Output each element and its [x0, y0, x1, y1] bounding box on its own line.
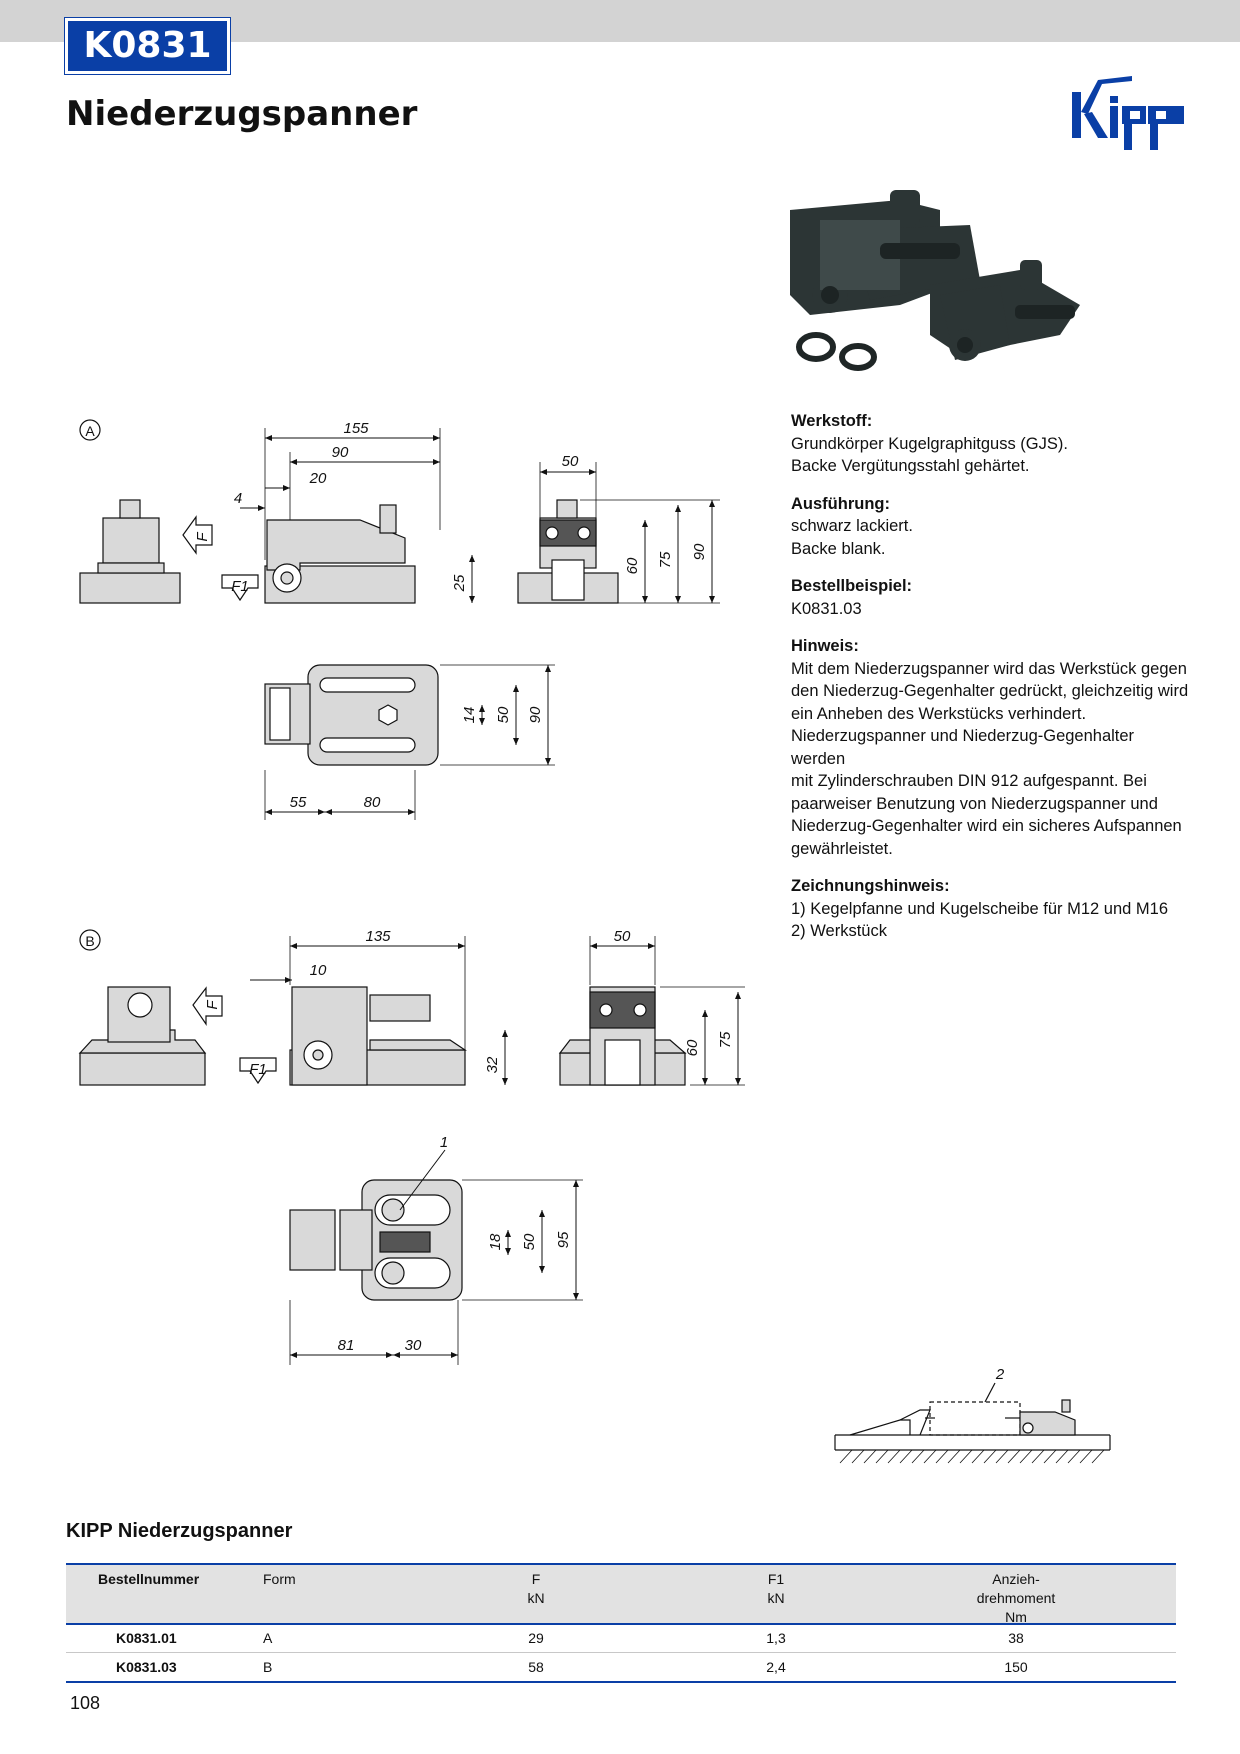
header-unit: kN [527, 1590, 545, 1606]
hinweis-block [791, 635, 1191, 860]
header-f1 [656, 1570, 896, 1623]
header-moment [896, 1570, 1136, 1623]
hinweis-line: gewährleistet. [791, 839, 893, 858]
cell-f1: 2,4 [766, 1658, 786, 1675]
product-photo [780, 185, 1100, 400]
b-force-label: F [204, 1000, 221, 1010]
dim-81: 81 [337, 1337, 355, 1354]
zeichnungshinweis-line: 2) Werkstück [791, 922, 887, 940]
header-text: F [531, 1571, 541, 1587]
dim-32: 32 [484, 1056, 501, 1074]
dim-90-plan: 90 [527, 706, 544, 724]
ausfuehrung-heading: Ausführung: [791, 494, 890, 513]
b-force1-label: F1 [249, 1061, 267, 1078]
ausfuehrung-block [791, 493, 1191, 561]
header-bestellnummer [66, 1570, 241, 1623]
dim-95: 95 [555, 1231, 572, 1249]
header-unit: kN [767, 1590, 785, 1606]
product-code-badge: K0831 [65, 18, 230, 74]
hinweis-line: ein Anheben des Werkstücks verhindert. [791, 704, 1087, 723]
hinweis-line: Niederzugspanner und Niederzug-Gegenhalter werden [791, 727, 1135, 768]
a-force-label: F [194, 532, 211, 542]
hinweis-line: paarweiser Benutzung von Niederzugspanner und [791, 794, 1158, 813]
dim-75-b: 75 [717, 1031, 734, 1049]
dim-90: 90 [331, 444, 349, 461]
dim-18: 18 [487, 1233, 504, 1251]
dim-55: 55 [289, 794, 307, 811]
ausfuehrung-line: Backe blank. [791, 539, 886, 558]
header-form [241, 1570, 416, 1623]
hinweis-heading: Hinweis: [791, 637, 859, 655]
page-number: 108 [70, 1693, 101, 1713]
header-text: F1 [767, 1571, 785, 1587]
header-text: Bestellnummer [98, 1571, 200, 1587]
dim-90-vertical: 90 [691, 543, 708, 561]
dim-80: 80 [363, 794, 381, 811]
zeichnungshinweis-heading: Zeichnungshinweis: [791, 877, 950, 895]
info-panel [791, 410, 1191, 958]
technical-drawing [60, 410, 760, 1370]
table-title: KIPP Niederzugspanner [66, 1520, 293, 1542]
hinweis-line: Niederzug-Gegenhalter wird ein sicheres Aufspannen [791, 817, 1182, 835]
cell-bestellnummer: K0831.03 [116, 1658, 177, 1675]
bestellbeispiel-heading: Bestellbeispiel: [791, 577, 913, 595]
form-b-label: B [85, 933, 95, 949]
table-row [66, 1625, 1176, 1653]
header-text: Anzieh- [992, 1571, 1040, 1587]
zeichnungshinweis-block [791, 875, 1191, 943]
hinweis-line: mit Zylinderschrauben DIN 912 aufgespannt. Bei [791, 772, 1147, 790]
header-f [416, 1570, 656, 1623]
bestellbeispiel-line: K0831.03 [791, 599, 862, 618]
usage-schematic [830, 1350, 1120, 1475]
hinweis-line: den Niederzug-Gegenhalter gedrückt, gleichzeitig wird [791, 682, 1189, 700]
hinweis-line: Mit dem Niederzugspanner wird das Werkstück gegen [791, 659, 1187, 678]
ausfuehrung-line: schwarz lackiert. [791, 517, 913, 535]
dim-25: 25 [451, 574, 468, 592]
dim-50: 50 [561, 453, 579, 470]
werkstoff-block [791, 410, 1191, 478]
cell-f1: 1,3 [766, 1630, 786, 1646]
header-unit: Nm [1005, 1609, 1027, 1625]
dim-60: 60 [624, 557, 641, 575]
dim-14: 14 [461, 706, 478, 724]
werkstoff-line: Grundkörper Kugelgraphitguss (GJS). [791, 434, 1068, 453]
dim-20: 20 [309, 470, 327, 487]
zeichnungshinweis-line: 1) Kegelpfanne und Kugelscheibe für M12 und M16 [791, 899, 1169, 918]
cell-moment: 38 [1008, 1630, 1024, 1646]
order-table [66, 1563, 1176, 1683]
cell-f: 29 [528, 1630, 544, 1646]
dim-75: 75 [657, 551, 674, 569]
kipp-logo [1070, 72, 1188, 162]
form-a-label: A [85, 423, 95, 439]
page-title: Niederzugspanner [66, 94, 418, 134]
dim-50-plan: 50 [495, 706, 512, 724]
werkstoff-heading: Werkstoff: [791, 412, 873, 430]
bestellbeispiel-block [791, 575, 1191, 620]
dim-30: 30 [404, 1337, 422, 1354]
cell-form: A [263, 1630, 273, 1646]
werkstoff-line: Backe Vergütungsstahl gehärtet. [791, 457, 1030, 475]
dim-10: 10 [309, 962, 327, 979]
table-header [66, 1565, 1176, 1625]
a-force1-label: F1 [231, 578, 249, 595]
dim-50-b: 50 [613, 928, 631, 945]
dim-155: 155 [343, 420, 369, 437]
header-text: drehmoment [976, 1590, 1056, 1606]
dim-135: 135 [365, 928, 391, 945]
dim-60-b: 60 [684, 1039, 701, 1057]
header-text: Form [263, 1571, 296, 1587]
callout-2: 2 [995, 1366, 1005, 1383]
dim-4: 4 [233, 490, 243, 507]
cell-bestellnummer: K0831.01 [116, 1630, 177, 1646]
cell-f: 58 [528, 1658, 544, 1675]
dim-50-b-plan: 50 [521, 1233, 538, 1251]
cell-form: B [263, 1658, 273, 1675]
cell-moment: 150 [1004, 1658, 1028, 1675]
table-row [66, 1653, 1176, 1681]
callout-1: 1 [439, 1134, 449, 1151]
